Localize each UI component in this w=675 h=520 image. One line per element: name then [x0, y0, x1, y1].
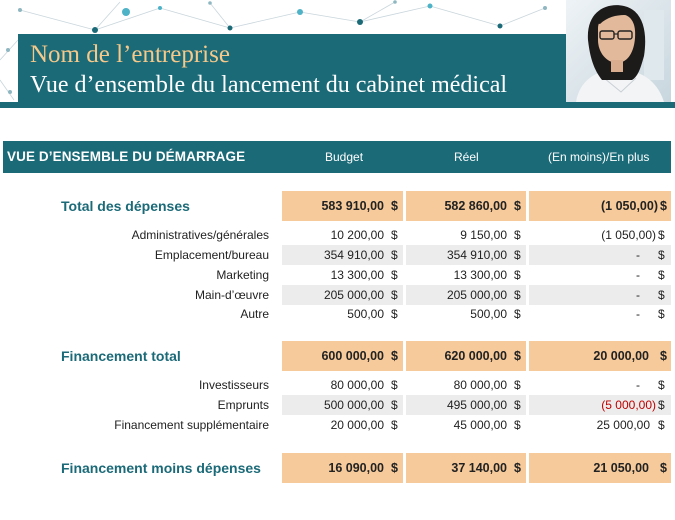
currency-symbol: $: [391, 228, 398, 242]
row-budget: 10 200,00: [330, 228, 384, 242]
total-funding-row: [0, 341, 675, 371]
row-label: Emprunts: [217, 398, 269, 412]
scientist-photo-icon: [566, 0, 671, 102]
currency-symbol: $: [658, 228, 665, 242]
row-budget: 13 300,00: [330, 268, 384, 282]
table-row: [0, 245, 675, 265]
currency-symbol: $: [514, 398, 521, 412]
currency-symbol: $: [514, 349, 521, 363]
table-row: [0, 395, 675, 415]
row-label: Emplacement/bureau: [154, 248, 269, 262]
total-expenses-diff: (1 050,00): [601, 199, 658, 213]
header-photo: [566, 0, 671, 102]
currency-symbol: $: [391, 288, 398, 302]
currency-symbol: $: [514, 228, 521, 242]
currency-symbol: $: [514, 378, 521, 392]
row-budget: 500 000,00: [323, 398, 384, 412]
currency-symbol: $: [391, 248, 398, 262]
row-budget: 205 000,00: [323, 288, 384, 302]
row-label: Marketing: [216, 268, 269, 282]
currency-symbol: $: [658, 248, 665, 262]
net-row: [0, 453, 675, 483]
net-diff: 21 050,00: [593, 461, 649, 475]
row-diff: 25 000,00: [596, 418, 650, 432]
total-funding-budget: 600 000,00: [321, 349, 384, 363]
table-row: [0, 225, 675, 245]
row-label: Investisseurs: [198, 378, 269, 392]
currency-symbol: $: [514, 288, 521, 302]
total-expenses-label: Total des dépenses: [61, 198, 190, 214]
row-actual: 45 000,00: [453, 418, 507, 432]
row-budget: 500,00: [347, 307, 384, 321]
row-label: Autre: [240, 307, 269, 321]
currency-symbol: $: [391, 268, 398, 282]
currency-symbol: $: [514, 248, 521, 262]
total-expenses-budget: 583 910,00: [321, 199, 384, 213]
table-row: [0, 285, 675, 305]
currency-symbol: $: [391, 307, 398, 321]
summary-header: [3, 141, 671, 173]
title-band: [18, 34, 566, 102]
row-actual: 500,00: [470, 307, 507, 321]
row-actual: 9 150,00: [460, 228, 507, 242]
total-funding-diff: 20 000,00: [593, 349, 649, 363]
currency-symbol: $: [658, 288, 665, 302]
row-actual: 354 910,00: [446, 248, 507, 262]
currency-symbol: $: [658, 398, 665, 412]
row-diff: (1 050,00): [601, 228, 656, 242]
col-header-actual: Réel: [454, 150, 479, 164]
row-diff-negative: (5 000,00): [601, 398, 656, 412]
total-expenses-actual: 582 860,00: [444, 199, 507, 213]
currency-symbol: $: [514, 461, 521, 475]
row-budget: 80 000,00: [330, 378, 384, 392]
currency-symbol: $: [514, 418, 521, 432]
currency-symbol: $: [660, 199, 667, 213]
row-diff: -: [636, 378, 640, 392]
summary-title: VUE D’ENSEMBLE DU DÉMARRAGE: [7, 149, 246, 164]
row-label: Main-d’œuvre: [194, 288, 269, 302]
row-actual: 80 000,00: [453, 378, 507, 392]
row-actual: 205 000,00: [446, 288, 507, 302]
net-budget: 16 090,00: [328, 461, 384, 475]
currency-symbol: $: [391, 378, 398, 392]
document-title: Vue d’ensemble du lancement du cabinet médical: [30, 72, 508, 98]
currency-symbol: $: [514, 307, 521, 321]
currency-symbol: $: [658, 307, 665, 321]
net-label: Financement moins dépenses: [61, 460, 261, 476]
total-funding-actual: 620 000,00: [444, 349, 507, 363]
table-row: [0, 265, 675, 285]
row-budget: 354 910,00: [323, 248, 384, 262]
table-row: [0, 415, 675, 435]
total-funding-label: Financement total: [61, 348, 181, 364]
currency-symbol: $: [514, 268, 521, 282]
total-expenses-row: [0, 191, 675, 221]
table-row: [0, 375, 675, 395]
company-name: Nom de l’entreprise: [30, 41, 230, 68]
currency-symbol: $: [658, 378, 665, 392]
net-actual: 37 140,00: [451, 461, 507, 475]
currency-symbol: $: [658, 268, 665, 282]
currency-symbol: $: [660, 461, 667, 475]
row-diff: -: [636, 307, 640, 321]
col-header-budget: Budget: [325, 150, 364, 164]
currency-symbol: $: [660, 349, 667, 363]
currency-symbol: $: [391, 349, 398, 363]
row-actual: 13 300,00: [453, 268, 507, 282]
currency-symbol: $: [391, 418, 398, 432]
currency-symbol: $: [658, 418, 665, 432]
currency-symbol: $: [391, 398, 398, 412]
header-rule: [0, 102, 675, 108]
row-diff: -: [636, 268, 640, 282]
row-label: Financement supplémentaire: [114, 418, 269, 432]
row-budget: 20 000,00: [330, 418, 384, 432]
currency-symbol: $: [391, 461, 398, 475]
row-diff: -: [636, 248, 640, 262]
row-label: Administratives/générales: [131, 228, 269, 242]
col-header-diff: (En moins)/En plus: [548, 150, 650, 164]
row-actual: 495 000,00: [446, 398, 507, 412]
table-row: [0, 304, 675, 324]
currency-symbol: $: [391, 199, 398, 213]
currency-symbol: $: [514, 199, 521, 213]
row-diff: -: [636, 288, 640, 302]
